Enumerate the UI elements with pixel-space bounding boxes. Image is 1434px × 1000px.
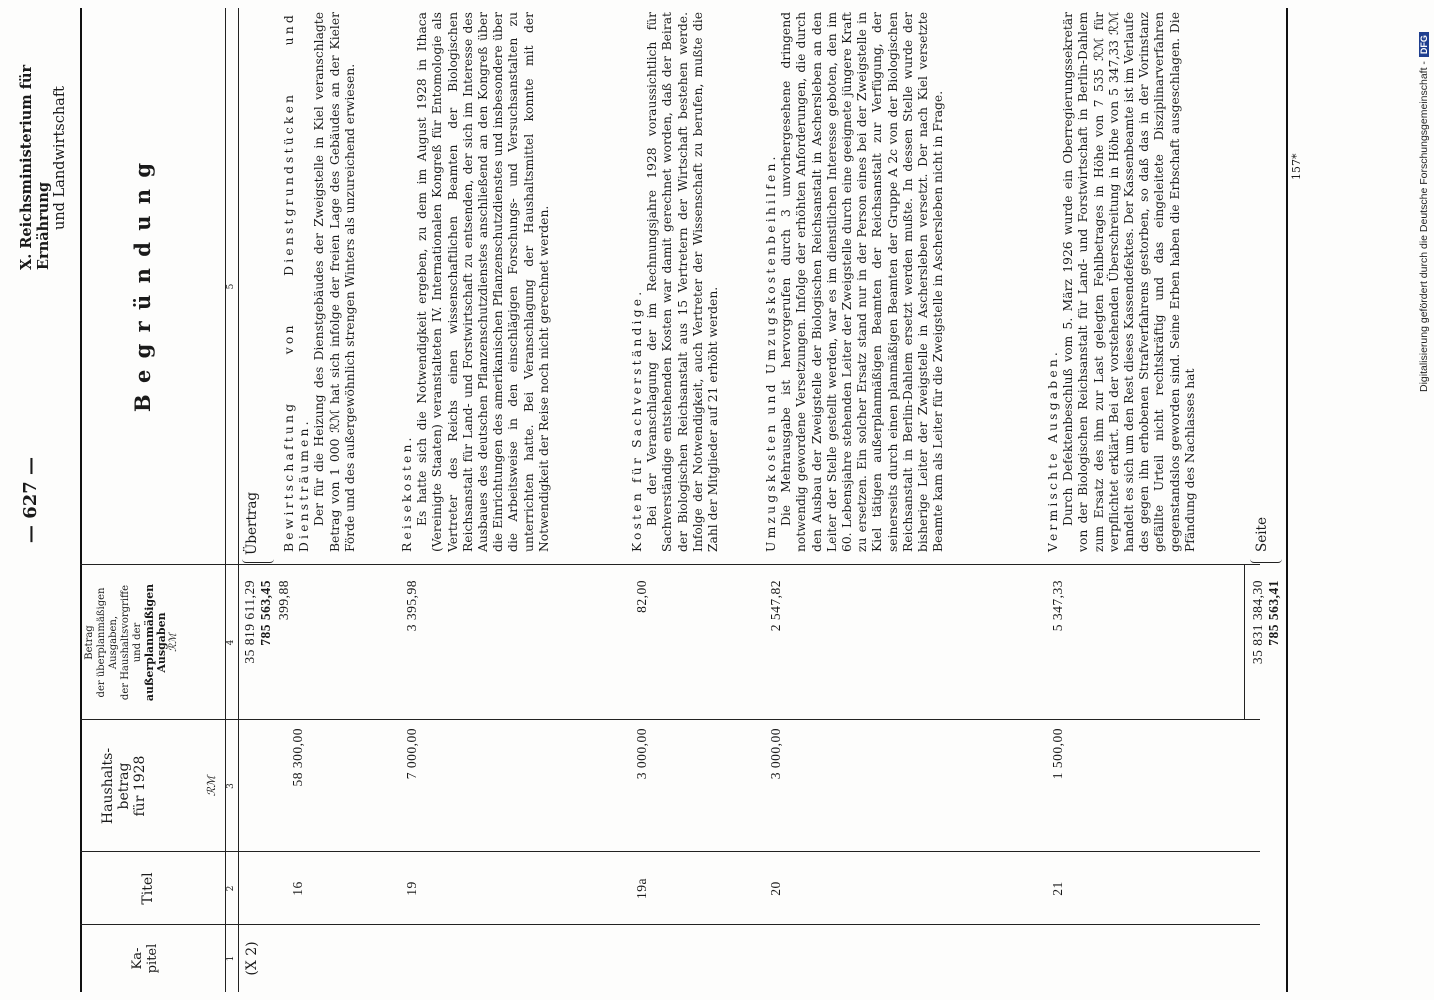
page-number: — 627 —: [20, 456, 41, 544]
header-betrag-l1: Betrag: [84, 625, 95, 660]
header-betrag-l7: Ausgaben: [155, 612, 168, 673]
row20-text: Die Mehrausgabe ist hervorgerufen durch 3 unvorhergesehene dringend notwendig gewordene Versetzungen. Infolge der erhöhten Anforderungen, die durch den Ausbau der Zweigstelle der Biologischen Reichsanstalt in Aschersleben an den Leiter der Stelle gestellt werden, war es im dienstlichen Interesse geboten, den im 60. Lebensjahre stehenden Leiter der Zweigstelle durch eine geeignete jüngere Kraft zu ersetzen. Ein solcher Ersatz stand nur in der Person eines bei der Zweigstelle in Kiel tätigen außerplanmäßigen Beamten der Reichsanstalt zur Verfügung, der seinerseits durch einen planmäßigen Beamten der Gruppe A 2c von der Biologischen Reichsanstalt in Berlin-Dahlem ersetzt werden mußte. In dessen Stelle wurde der bisherige Leiter der Zweigstelle in Aschersleben versetzt. Der nach Kiel versetzte Beamte kam als Leiter für die Zweigstelle in Aschersleben nicht in Frage.: [779, 12, 946, 552]
kapitel-value: (X 2): [244, 941, 260, 976]
row19a-titel: 19a: [634, 878, 649, 899]
row19-ueber: 3 395,98: [404, 580, 419, 632]
row19-betrag: 7 000,00: [404, 728, 419, 780]
colnum-4: 4: [226, 639, 236, 646]
carry-out-value-2: 785 563,41: [1266, 580, 1281, 646]
carry-out-label: Seite: [1254, 517, 1270, 552]
carry-out-value-1: 35 831 384,30: [1250, 580, 1265, 665]
header-begruendung: B e g r ü n d u n g: [130, 160, 155, 413]
dfg-logo: DFG: [1419, 32, 1429, 57]
row16-ueber: 399,88: [276, 580, 291, 621]
row20-titel: 20: [768, 881, 783, 896]
colnum-1: 1: [226, 955, 236, 962]
row21-heading: Vermischte Ausgaben.: [1046, 348, 1060, 552]
header-unit-4: ℛℳ: [168, 633, 179, 652]
col-sep-4: [80, 564, 1260, 565]
row20-ueber: 2 547,82: [768, 580, 783, 632]
header-haushaltsbetrag: Haushalts- betrag für 1928: [100, 747, 148, 825]
row20-text-block: [764, 12, 946, 552]
row19a-heading: Kosten für Sachverständige.: [630, 288, 644, 552]
colnum-5: 5: [226, 283, 236, 290]
row19a-betrag: 3 000,00: [634, 728, 649, 780]
carry-out-rule: [1244, 565, 1245, 720]
header-betrag-l2: der überplanmäßigen: [96, 587, 107, 698]
row16-heading: Bewirtschaftung von Dienstgrundstücken und Diensträumen.: [282, 12, 312, 552]
header-kapitel: Ka- pitel: [130, 943, 160, 974]
table-top-rule: [80, 8, 82, 992]
row19a-text: Bei der Veranschlagung der im Rechnungsjahre 1928 voraussichtlich für Sachverständige entstehenden Kosten war damit gerechnet worden, daß der Beirat der Biologischen Reichsanstalt aus 15 Vertretern der Wirtschaft bestehen werde. Infolge der Notwendigkeit, auch Vertreter der Wissenschaft zu berufen, mußte die Zahl der Mitglieder auf 21 erhöht werden.: [645, 12, 721, 552]
row19a-ueber: 82,00: [634, 580, 649, 613]
colnum-3: 3: [226, 783, 236, 789]
col-sep-2: [80, 851, 1260, 852]
carry-in-brace: [242, 558, 274, 563]
row21-betrag: 1 500,00: [1050, 728, 1065, 780]
header-betrag-l6: außerplanmäßigen: [143, 583, 156, 702]
table-bottom-rule: [1286, 8, 1288, 992]
row16-text-block: [282, 12, 358, 552]
digitization-note: [1418, 0, 1432, 392]
colnum-2: 2: [226, 885, 236, 892]
row19-titel: 19: [404, 881, 419, 896]
row19-text: Es hatte sich die Notwendigkeit ergeben, zu dem im August 1928 in Ithaca (Vereinigte Staaten) veranstalteten IV. Internationalen Kongreß für Entomologie als Vertreter des Reichs einen wissenschaftlichen Beamten der Biologischen Reichsanstalt für Land- und Forstwirtschaft zu entsenden, der sich im Interesse des Ausbaues des deutschen Pflanzenschutzdienstes anschließend an den Kongreß über die Einrichtungen des amerikanischen Pflanzenschutzdienstes und insbesondere über die Arbeitsweise in den einschlägigen Forschungs- und Versuchsanstalten zu unterrichten hatte. Bei Veranschlagung der Haushaltsmittel konnte mit der Notwendigkeit der Reise noch nicht gerechnet werden.: [415, 12, 551, 552]
column-number-rule: [238, 8, 239, 992]
row16-text: Der für die Heizung des Dienstgebäudes der Zweigstelle in Kiel veranschlagte Betrag von 1 000 ℛℳ hat sich infolge der freien Lage des Gebäudes an der Kieler Förde und des außergewöhnlich strengen Winters als unzureichend erwiesen.: [312, 12, 357, 552]
row20-heading: Umzugskosten und Umzugskostenbeihilfen.: [764, 153, 778, 552]
digitization-note-text: Digitalisierung gefördert durch die Deutsche Forschungsgemeinschaft -: [1418, 61, 1430, 392]
row16-titel: 16: [290, 881, 305, 896]
row21-ueber: 5 347,33: [1050, 580, 1065, 632]
row16-betrag: 58 300,00: [290, 728, 305, 787]
footer-mark: 157*: [1290, 153, 1303, 180]
ministry-heading: [18, 0, 69, 270]
carry-in-value-2: 785 563,45: [258, 580, 273, 646]
header-betrag-block: [84, 565, 180, 720]
ministry-line-1: X. Reichsministerium für Ernährung: [18, 64, 52, 270]
row21-titel: 21: [1050, 881, 1065, 896]
header-betrag-l4: der Haushaltsvorgriffe: [120, 584, 131, 701]
carry-in-label: Übertrag: [244, 491, 260, 555]
row21-text: Durch Defektenbeschluß vom 5. März 1926 wurde ein Oberregierungssekretär von der Biologischen Reichsanstalt für Land- und Forstwirtschaft in Berlin-Dahlem zum Ersatz des ihm zur Last gelegten Fehlbetrages in Höhe von 7 535 ℛℳ für verpflichtet erklärt. Bei der vorstehenden Überschreitung in Höhe von 5 347,33 ℛℳ handelt es sich um den Rest dieses Kassendefektes. Der Kassenbeamte ist im Verlaufe des gegen ihn erhobenen Strafverfahrens gestorben, so daß das in der Vorinstanz gefällte Urteil nicht rechtskräftig und das eingeleitete Disziplinarverfahren gegenstandslos geworden sind. Seine Erben haben die Erbschaft ausgeschlagen. Die Pfändung des Nachlasses hat: [1061, 12, 1197, 552]
header-unit-3: ℛℳ: [205, 775, 218, 797]
row19-text-block: [400, 12, 552, 552]
header-titel: Titel: [140, 872, 156, 905]
row20-betrag: 3 000,00: [768, 728, 783, 780]
header-betrag-l5: und der: [132, 622, 143, 663]
carry-in-value-1: 35 819 611,29: [242, 580, 257, 664]
row21-text-block: [1046, 12, 1198, 552]
ministry-line-2: und Landwirtschaft: [52, 85, 68, 230]
row19-heading: Reisekosten.: [400, 434, 414, 552]
header-betrag-l3: Ausgaben,: [108, 615, 119, 670]
carry-out-brace: [1250, 558, 1282, 563]
row19a-text-block: [630, 12, 721, 552]
